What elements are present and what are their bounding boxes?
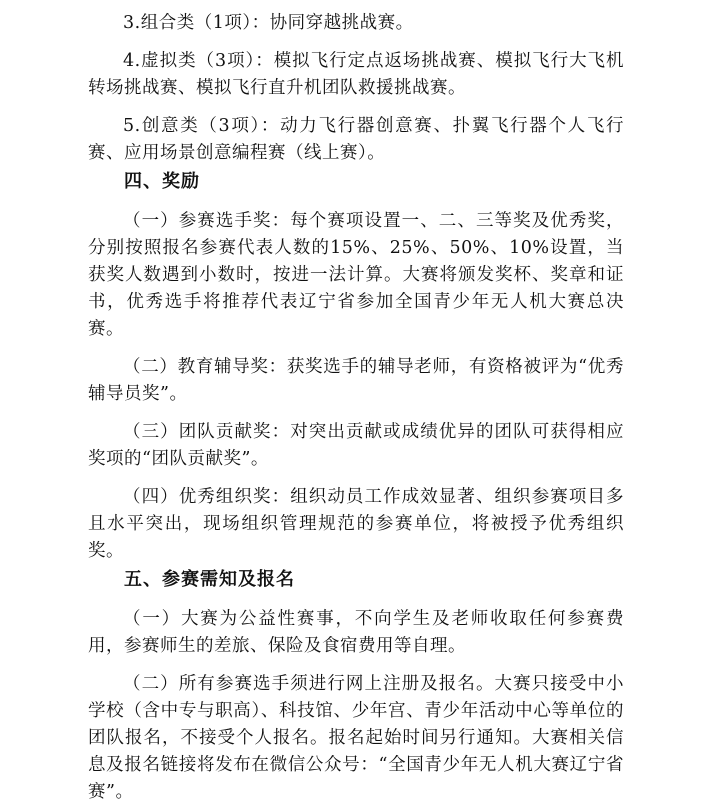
section-heading-awards: 四、奖励	[124, 171, 200, 192]
section-heading-registration: 五、参赛需知及报名	[124, 569, 295, 590]
paragraph-category-3: 3.组合类（1项）：协同穿越挑战赛。	[123, 13, 414, 33]
paragraph-award-4: （四）优秀组织奖：组织动员工作成效显著、组织参赛项目多且水平突出，现场组织管理规范的参赛单位，将被授予优秀组织奖。	[88, 487, 624, 561]
paragraph-award-2: （二）教育辅导奖：获奖选手的辅导老师，有资格被评为“优秀辅导员奖”。	[88, 357, 624, 404]
paragraph-category-5: 5.创意类（3项）：动力飞行器创意赛、扑翼飞行器个人飞行赛、应用场景创意编程赛（线上赛）。	[88, 116, 624, 163]
document-page	[88, 10, 624, 806]
paragraph-award-3: （三）团队贡献奖：对突出贡献或成绩优异的团队可获得相应奖项的“团队贡献奖”。	[88, 422, 624, 469]
paragraph-award-1: （一）参赛选手奖：每个赛项设置一、二、三等奖及优秀奖，分别按照报名参赛代表人数的15%、25%、50%、10%设置，当获奖人数遇到小数时，按进一法计算。大赛将颁发奖杯、奖章和证书，优秀选手将推荐代表辽宁省参加全国青少年无人机大赛总决赛。	[88, 211, 624, 339]
paragraph-registration-1: （一）大赛为公益性赛事，不向学生及老师收取任何参赛费用，参赛师生的差旅、保险及食宿费用等自理。	[88, 609, 624, 656]
paragraph-category-4: 4.虚拟类（3项）：模拟飞行定点返场挑战赛、模拟飞行大飞机转场挑战赛、模拟飞行直升机团队救援挑战赛。	[88, 51, 624, 98]
paragraph-registration-2: （二）所有参赛选手须进行网上注册及报名。大赛只接受中小学校（含中专与职高）、科技馆、少年宫、青少年活动中心等单位的团队报名，不接受个人报名。报名起始时间另行通知。大赛相关信息及报名链接将发布在微信公众号：“全国青少年无人机大赛辽宁省赛”。	[88, 674, 624, 802]
